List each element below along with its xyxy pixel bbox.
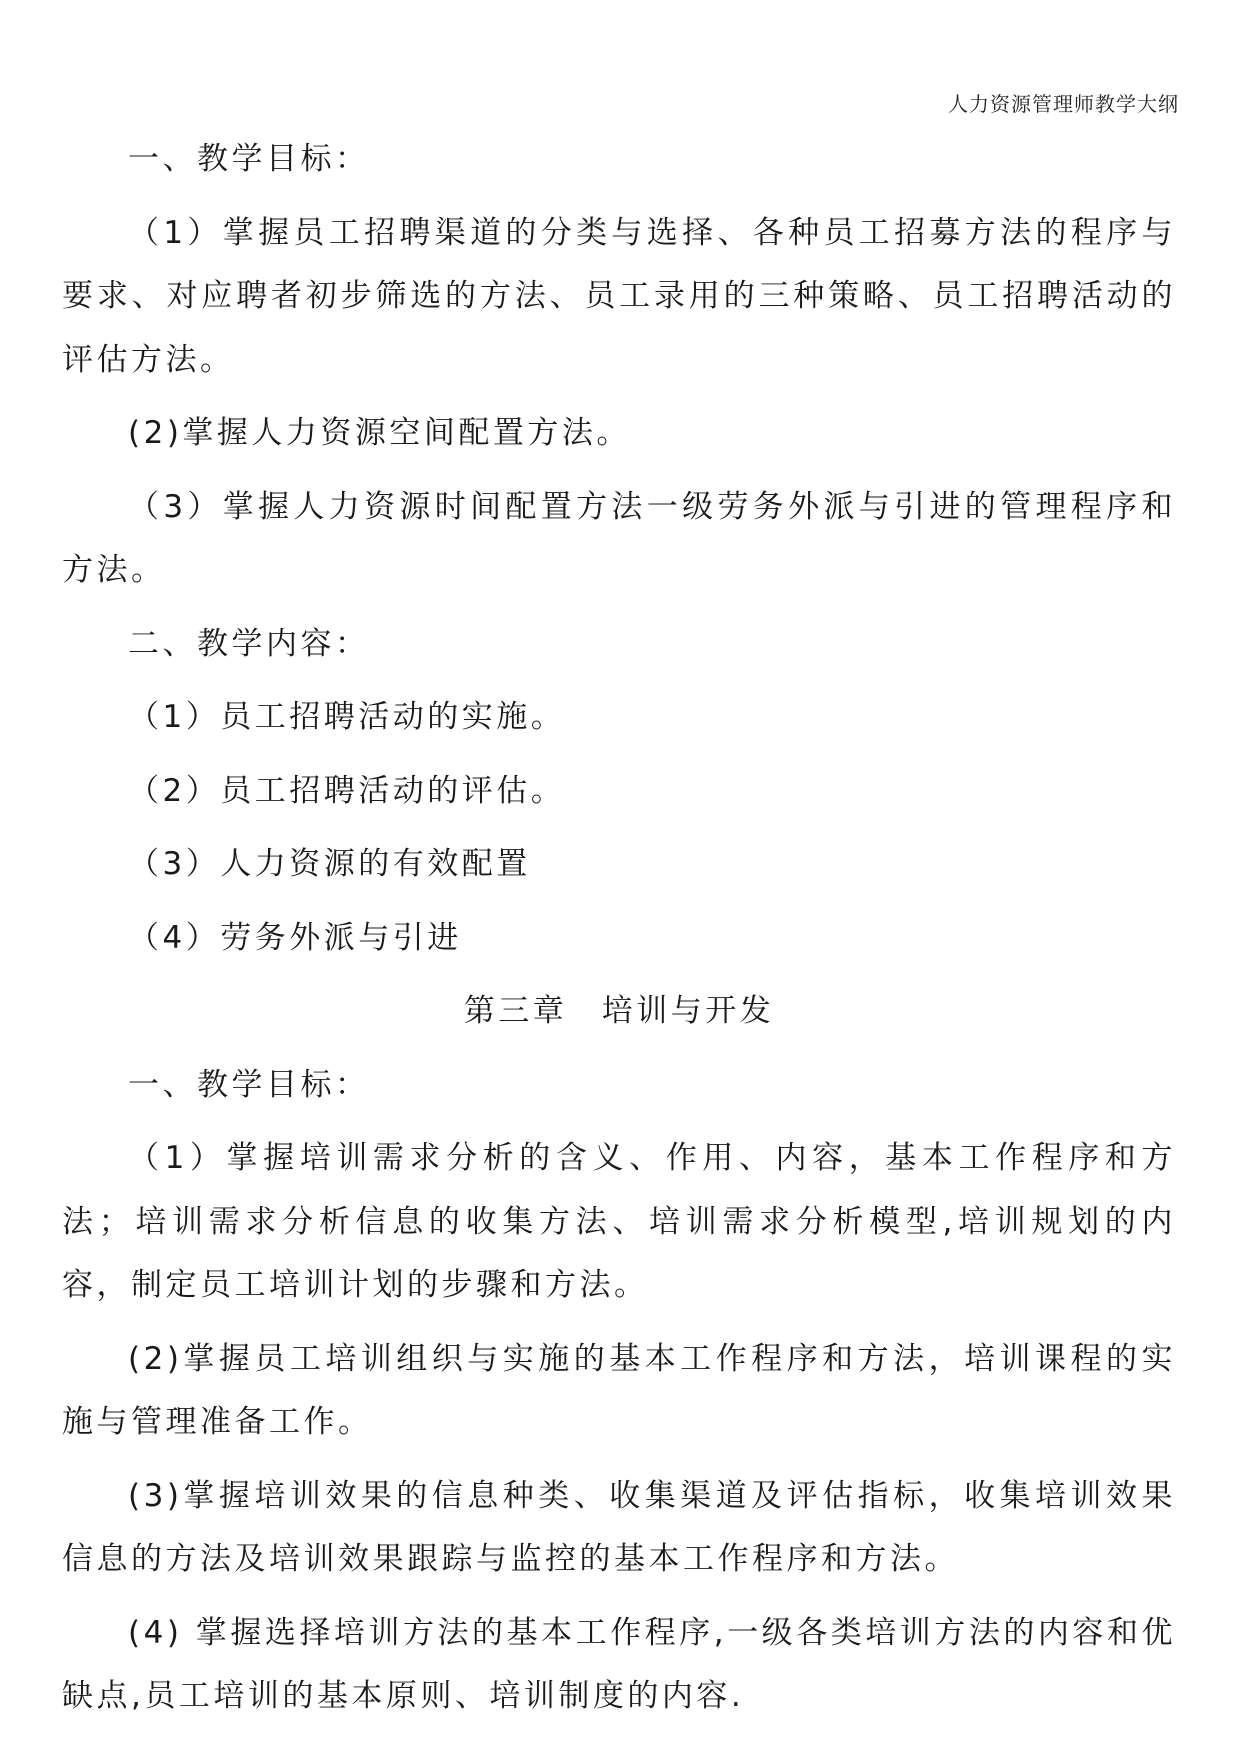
- list-item: （3）人力资源的有效配置: [128, 846, 531, 882]
- paragraph: （1）掌握员工招聘渠道的分类与选择、各种员工招募方法的程序与要求、对应聘者初步筛选的方法、员工录用的三种策略、员工招聘活动的评估方法。: [62, 214, 1176, 378]
- section-heading: 一、教学目标：: [128, 141, 370, 177]
- paragraph: （1）掌握培训需求分析的含义、作用、内容，基本工作程序和方法；培训需求分析信息的收集方法、培训需求分析模型,培训规划的内容，制定员工培训计划的步骤和方法。: [62, 1140, 1176, 1303]
- section-heading: 一、教学目标：: [128, 1066, 370, 1103]
- list-item: （4）劳务外派与引进: [128, 919, 462, 956]
- document-body: [62, 128, 1176, 1739]
- paragraph: (4) 掌握选择培训方法的基本工作程序,一级各类培训方法的内容和优缺点,员工培训的基本原则、培训制度的内容.: [62, 1614, 1176, 1714]
- paragraph: (2)掌握人力资源空间配置方法。: [128, 415, 631, 451]
- list-item: （2）员工招聘活动的评估。: [128, 772, 566, 809]
- paragraph: (3)掌握培训效果的信息种类、收集渠道及评估指标，收集培训效果信息的方法及培训效果跟踪与监控的基本工作程序和方法。: [62, 1477, 1176, 1577]
- chapter-title: 第三章 培训与开发: [463, 993, 775, 1029]
- section-heading: 二、教学内容：: [128, 625, 370, 662]
- page-header: 人力资源管理师教学大纲: [948, 92, 1179, 116]
- paragraph: (2)掌握员工培训组织与实施的基本工作程序和方法，培训课程的实施与管理准备工作。: [62, 1340, 1176, 1440]
- paragraph: （3）掌握人力资源时间配置方法一级劳务外派与引进的管理程序和方法。: [62, 488, 1176, 588]
- list-item: （1）员工招聘活动的实施。: [128, 699, 566, 735]
